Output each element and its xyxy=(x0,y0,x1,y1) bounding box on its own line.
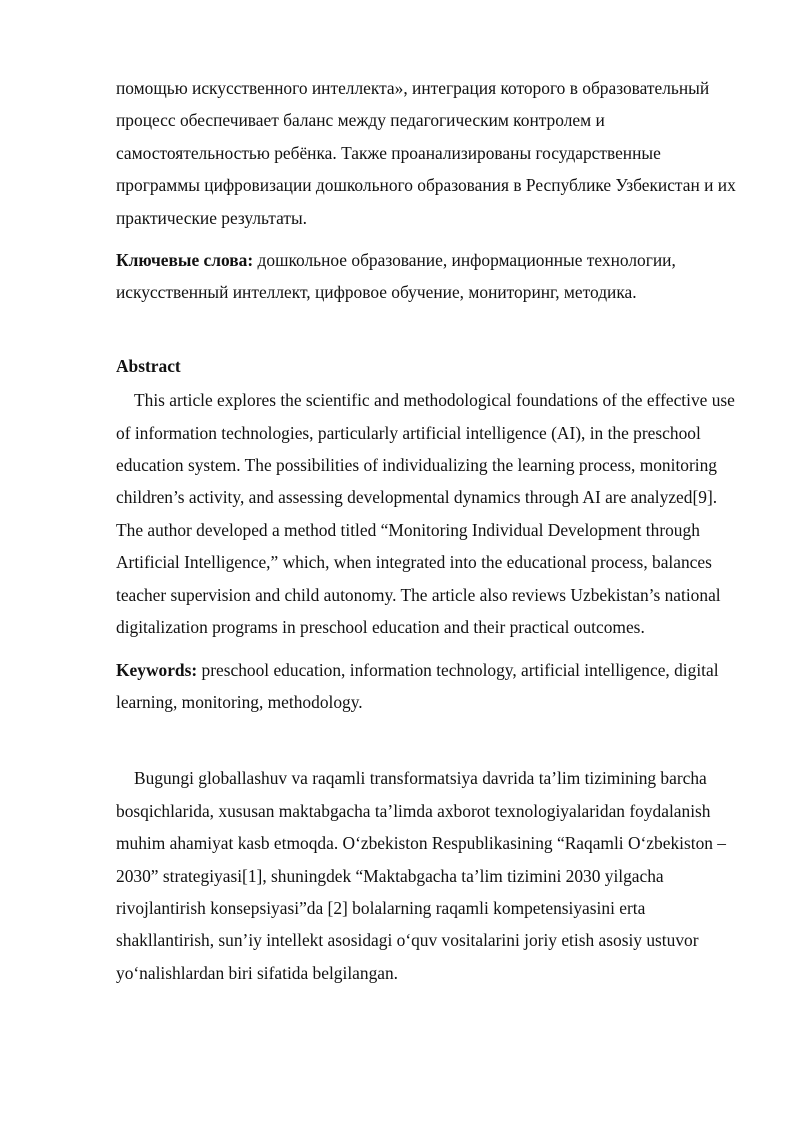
english-keywords xyxy=(116,654,736,719)
abstract-heading: Abstract xyxy=(116,355,181,376)
document-page xyxy=(116,72,736,989)
english-keywords-text: preschool education, information technology, artificial intelligence, digital learning, monitoring, methodology. xyxy=(116,659,719,712)
introduction-paragraph: Bugungi globallashuv va raqamli transformatsiya davrida ta’lim tizimining barcha bosqichlarida, xususan maktabgacha ta’limda axborot texnologiyalaridan foydalanish muhim ahamiyat kasb etmoqda. O‘zbekiston Respublikasining “Raqamli O‘zbekiston – 2030” strategiyasi[1], shuningdek “Maktabgacha ta’lim tizimini 2030 yilgacha rivojlantirish konsepsiyasi”da [2] bolalarning raqamli kompetensiyasini erta shakllantirish, sun’iy intellekt asosidagi o‘quv vositalarini joriy etish asosiy ustuvor yo‘nalishlardan biri sifatida belgilangan. xyxy=(116,768,727,983)
russian-keywords xyxy=(116,244,736,309)
english-abstract-body: This article explores the scientific and methodological foundations of the effective use of information technologies, particularly artificial intelligence (AI), in the preschool education system. The possibilities of individualizing the learning process, monitoring children’s activity, and assessing developmental dynamics through AI are analyzed[9]. The author developed a method titled “Monitoring Individual Development through Artificial Intelligence,” which, when integrated into the educational process, balances teacher supervision and child autonomy. The article also reviews Uzbekistan’s national digitalization programs in preschool education and their practical outcomes. xyxy=(116,390,735,638)
english-keywords-label: Keywords: xyxy=(116,659,198,680)
russian-keywords-label: Ключевые слова: xyxy=(116,250,254,271)
russian-abstract-continuation: помощью искусственного интеллекта», интеграция которого в образовательный процесс обеспечивает баланс между педагогическим контролем и самостоятельностью ребёнка. Также проанализированы государственные программы цифровизации дошкольного образования в Республике Узбекистан и их практические результаты. xyxy=(116,78,736,228)
russian-keywords-text: дошкольное образование, информационные технологии, искусственный интеллект, цифровое обучение, мониторинг, методика. xyxy=(116,250,676,303)
